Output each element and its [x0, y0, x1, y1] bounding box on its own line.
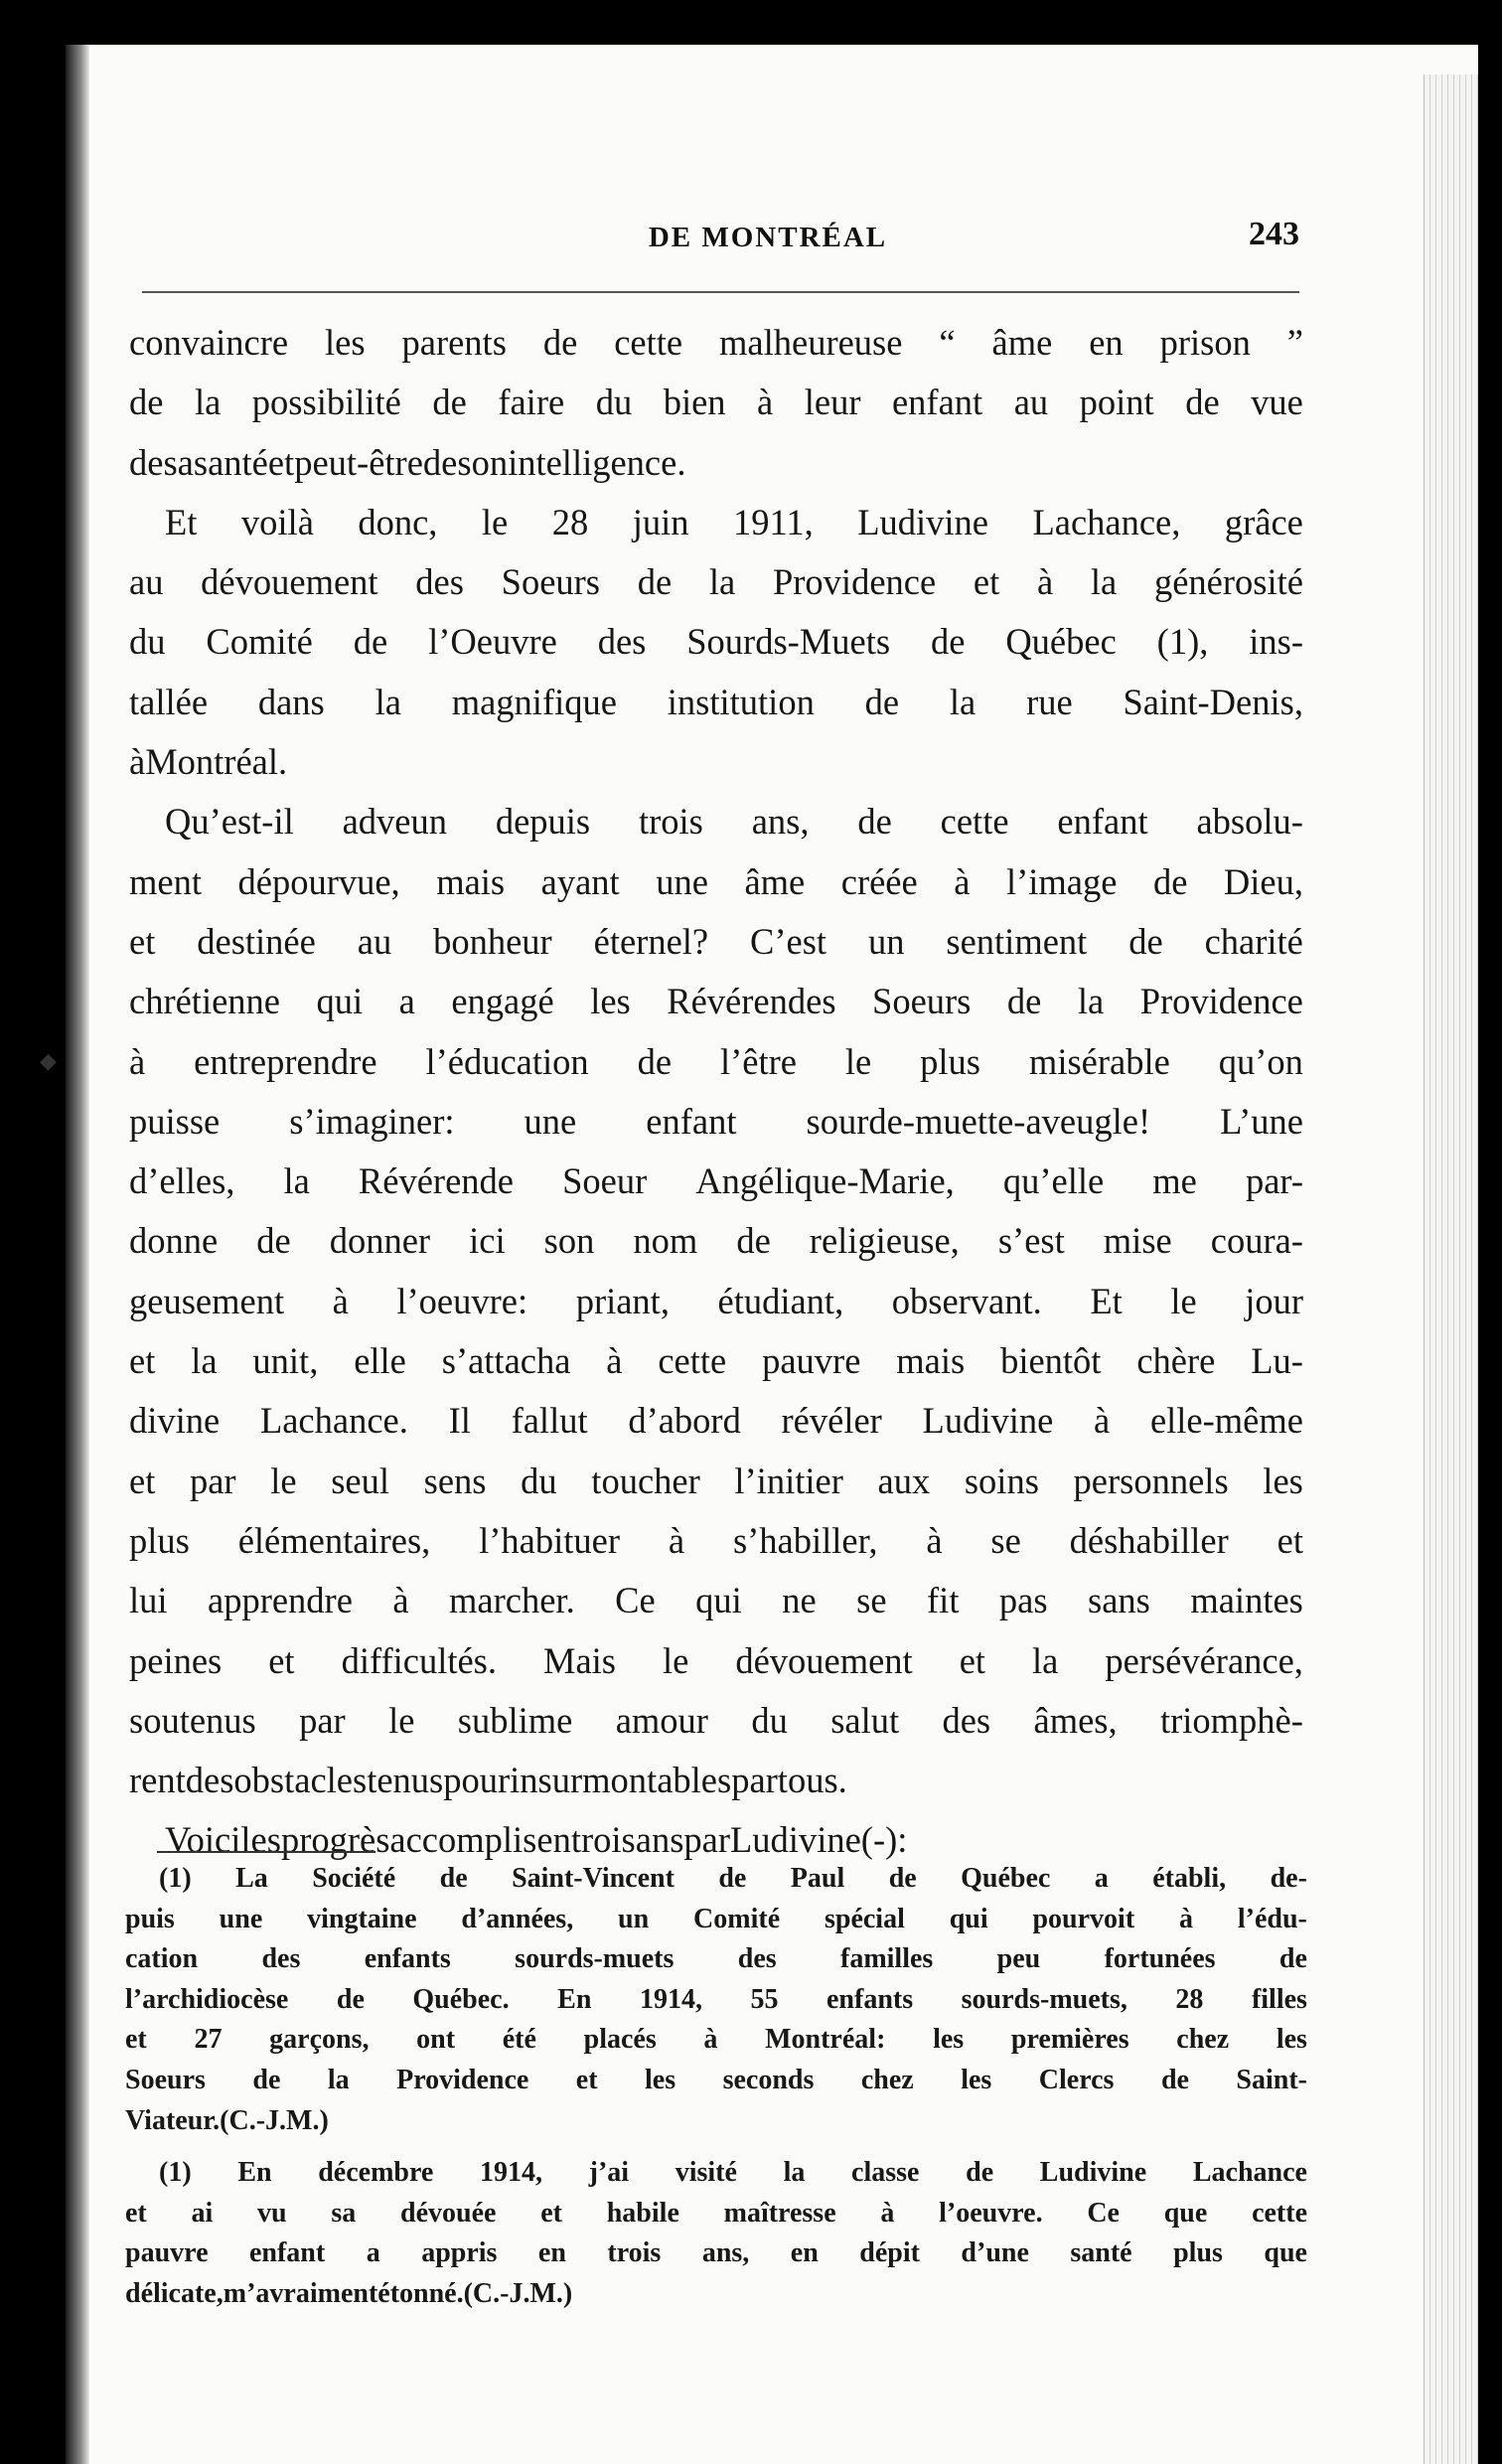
text-line: Qu’est-il adveun depuis trois ans, de cette enfant absolu-	[165, 801, 1303, 843]
footnote-line: puis une vingtaine d’années, un Comité spécial qui pourvoit à l’édu-	[125, 1903, 1307, 1934]
body-text	[129, 313, 1303, 1871]
text-line: de sa santé et peut-être de son intelligence.	[129, 441, 686, 483]
text-line: d’elles, la Révérende Soeur Angélique-Marie, qu’elle me par-	[129, 1160, 1303, 1202]
text-line: tallée dans la magnifique institution de la rue Saint-Denis,	[129, 681, 1303, 722]
text-line: à Montréal.	[129, 741, 288, 783]
page-number: 243	[1249, 216, 1299, 252]
footnote	[125, 2153, 1307, 2314]
footnote-line: (1) En décembre 1914, j’ai visité la classe de Ludivine Lachance	[159, 2157, 1307, 2189]
text-line: au dévouement des Soeurs de la Providence et à la générosité	[129, 561, 1303, 603]
text-line: chrétienne qui a engagé les Révérendes Soeurs de la Providence	[129, 981, 1303, 1022]
footnote-line: cation des enfants sourds-muets des familles peu fortunées de	[125, 1943, 1307, 1975]
margin-mark: ◆	[40, 1048, 57, 1073]
footnote-line: délicate, m’a vraiment étonné. (C.-J. M.)	[125, 2277, 573, 2309]
footnote-line: (1) La Société de Saint-Vincent de Paul de Québec a établi, de-	[159, 1863, 1307, 1894]
footnote-line: et ai vu sa dévouée et habile maîtresse à l’oeuvre. Ce que cette	[125, 2197, 1307, 2229]
text-line: de la possibilité de faire du bien à leur enfant au point de vue	[129, 382, 1303, 423]
text-line: puisse s’imaginer: une enfant sourde-muette-aveugle! L’une	[129, 1100, 1303, 1142]
text-line: divine Lachance. Il fallut d’abord révéler Ludivine à elle-même	[129, 1400, 1303, 1442]
page-header	[127, 174, 1299, 253]
text-line: plus élémentaires, l’habituer à s’habiller, à se déshabiller et	[129, 1519, 1303, 1561]
footnote-line: et 27 garçons, ont été placés à Montréal: les premières chez les	[125, 2024, 1307, 2056]
footnote	[125, 1859, 1307, 2141]
text-line: et destinée au bonheur éternel? C’est un sentiment de charité	[129, 920, 1303, 962]
book-page	[40, 45, 1478, 2464]
text-line: peines et difficultés. Mais le dévouement et la persévérance,	[129, 1639, 1303, 1681]
page-edges	[1424, 75, 1478, 2464]
text-line: à entreprendre l’éducation de l’être le plus misérable qu’on	[129, 1040, 1303, 1082]
footnote-line: Soeurs de la Providence et les seconds chez les Clercs de Saint-	[125, 2064, 1307, 2095]
header-rule	[142, 291, 1299, 293]
footnote-line: Viateur. (C.-J. M.)	[125, 2104, 329, 2136]
text-line: Et voilà donc, le 28 juin 1911, Ludivine Lachance, grâce	[165, 501, 1303, 542]
text-line: geusement à l’oeuvre: priant, étudiant, observant. Et le jour	[129, 1280, 1303, 1321]
text-line: soutenus par le sublime amour du salut des âmes, triomphè-	[129, 1699, 1303, 1741]
text-line: donne de donner ici son nom de religieuse, s’est mise coura-	[129, 1220, 1303, 1262]
running-title: DE MONTRÉAL	[648, 222, 888, 253]
footnote-line: l’archidiocèse de Québec. En 1914, 55 enfants sourds-muets, 28 filles	[125, 1983, 1307, 2015]
footnotes	[125, 1859, 1307, 2315]
footnote-line: pauvre enfant a appris en trois ans, en dépit d’une santé plus que	[125, 2237, 1307, 2269]
text-line: et par le seul sens du toucher l’initier aux soins personnels les	[129, 1460, 1303, 1501]
footnote-rule	[157, 1851, 376, 1853]
text-line: et la unit, elle s’attacha à cette pauvre mais bientôt chère Lu-	[129, 1340, 1303, 1382]
text-line: rent des obstacles tenus pour insurmontables par tous.	[129, 1760, 847, 1801]
page-gutter	[68, 45, 89, 2464]
text-line: du Comité de l’Oeuvre des Sourds-Muets de Québec (1), ins-	[129, 621, 1303, 663]
text-line: Voici les progrès accomplis en trois ans par Ludivine (-) :	[165, 1819, 908, 1861]
text-line: lui apprendre à marcher. Ce qui ne se fit pas sans maintes	[129, 1580, 1303, 1621]
text-line: convaincre les parents de cette malheureuse “ âme en prison ”	[129, 322, 1303, 363]
text-line: ment dépourvue, mais ayant une âme créée à l’image de Dieu,	[129, 860, 1303, 902]
